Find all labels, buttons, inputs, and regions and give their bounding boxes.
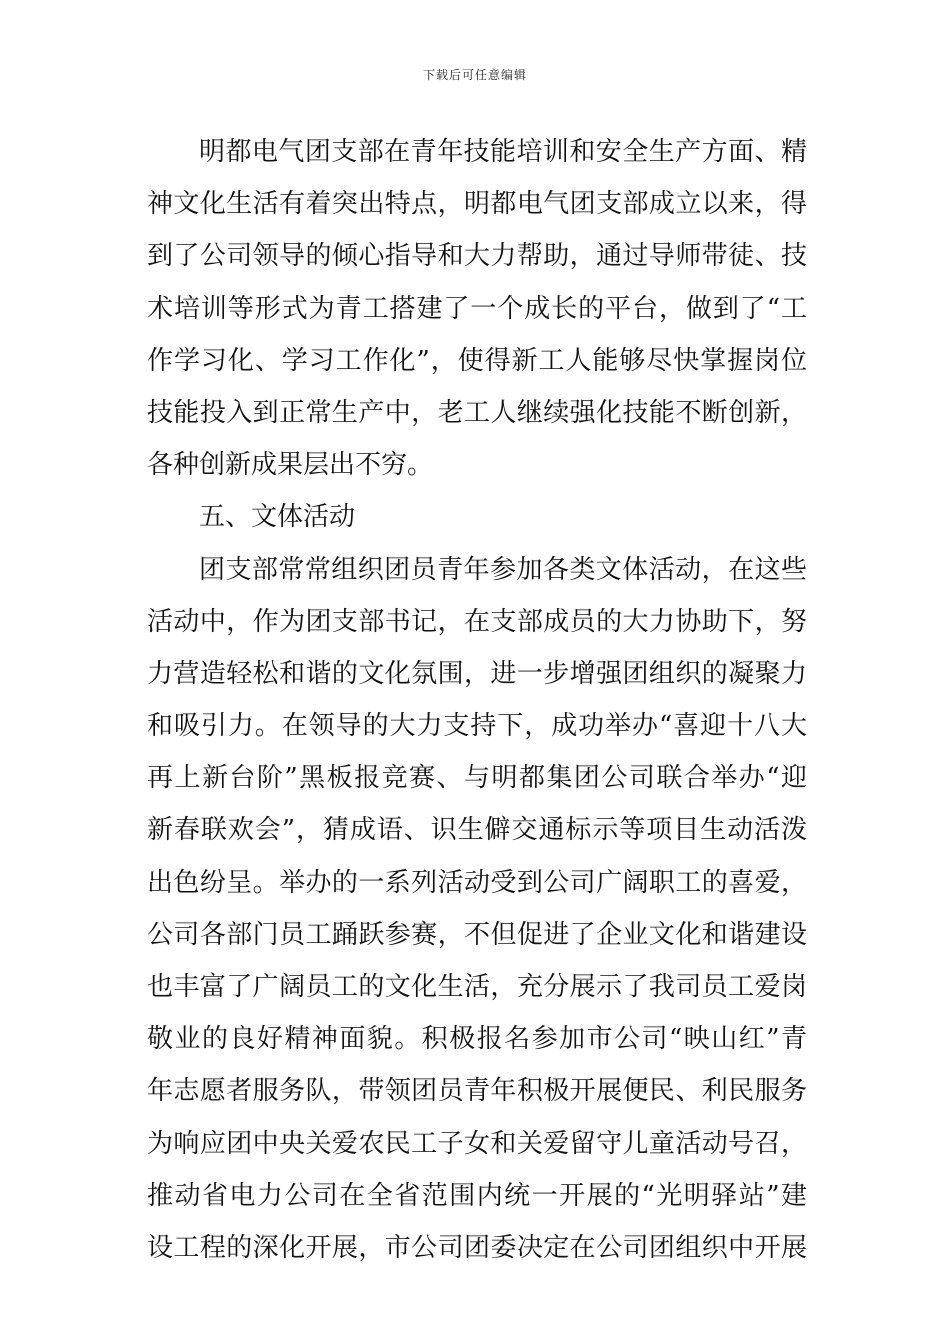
document-body (147, 126, 807, 1274)
paragraph-line: 年志愿者服务队，带领团员青年积极开展便民、利民服务 (147, 1076, 807, 1107)
paragraph-line: 各种创新成果层出不穷。 (147, 450, 434, 481)
paragraph-line: 作学习化、学习工作化”，使得新工人能够尽快掌握岗位 (147, 345, 807, 376)
paragraph-line: 再上新台阶”黑板报竞赛、与明都集团公司联合举办“迎 (147, 763, 807, 794)
paragraph-line: 公司各部门员工踊跃参赛，不但促进了企业文化和谐建设 (147, 919, 807, 950)
section-heading: 五、文体活动 (199, 502, 356, 533)
paragraph-line: 敬业的良好精神面貌。积极报名参加市公司“映山红”青 (147, 1024, 807, 1055)
paragraph-line: 技能投入到正常生产中，老工人继续强化技能不断创新， (147, 397, 807, 428)
paragraph-line: 神文化生活有着突出特点，明都电气团支部成立以来，得 (147, 189, 807, 220)
paragraph-line: 到了公司领导的倾心指导和大力帮助，通过导师带徒、技 (147, 241, 807, 272)
paragraph-line: 推动省电力公司在全省范围内统一开展的“光明驿站”建 (147, 1180, 807, 1211)
paragraph-line: 和吸引力。在领导的大力支持下，成功举办“喜迎十八大 (147, 711, 807, 742)
paragraph-line: 出色纷呈。举办的一系列活动受到公司广阔职工的喜爱， (147, 867, 807, 898)
paragraph-line: 力营造轻松和谐的文化氛围，进一步增强团组织的凝聚力 (147, 658, 807, 689)
paragraph-line: 活动中，作为团支部书记，在支部成员的大力协助下，努 (147, 606, 807, 637)
paragraph-line: 为响应团中央关爱农民工子女和关爱留守儿童活动号召， (147, 1128, 807, 1159)
paragraph-line: 也丰富了广阔员工的文化生活，充分展示了我司员工爱岗 (147, 972, 807, 1002)
paragraph-line: 明都电气团支部在青年技能培训和安全生产方面、精 (199, 137, 807, 167)
paragraph-line: 新春联欢会”，猜成语、识生僻交通标示等项目生动活泼 (147, 815, 807, 846)
paragraph-line: 设工程的深化开展，市公司团委决定在公司团组织中开展 (147, 1232, 807, 1263)
header-note: 下载后可任意编辑 (422, 68, 527, 82)
paragraph-line: 术培训等形式为青工搭建了一个成长的平台，做到了“工 (147, 293, 807, 324)
paragraph-line: 团支部常常组织团员青年参加各类文体活动，在这些 (199, 554, 807, 585)
